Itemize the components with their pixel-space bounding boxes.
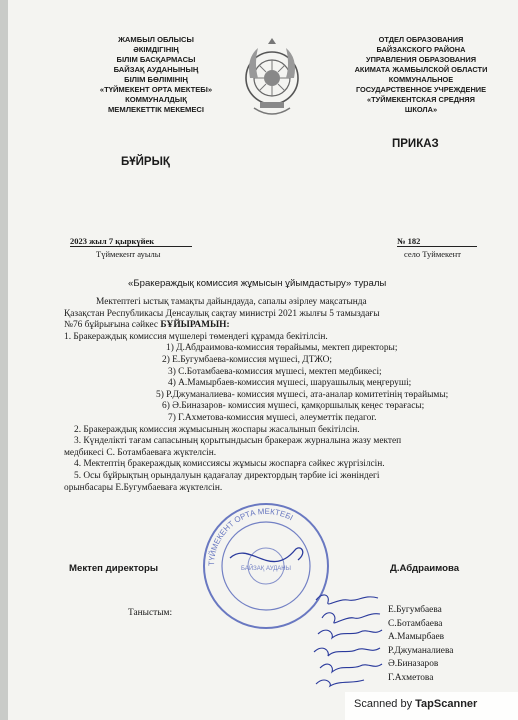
- acquainted-name: Г.Ахметова: [388, 672, 434, 683]
- order-date: 2023 жыл 7 қыркүйек: [70, 236, 192, 247]
- header-line: ГОСУДАРСТВЕННОЕ УЧРЕЖДЕНИЕ: [355, 85, 487, 94]
- acquainted-name: Ә.Биназаров: [388, 659, 439, 669]
- preamble-text: №76 бұйрығына сәйкес: [64, 320, 161, 331]
- place-russian: село Туймекент: [404, 249, 461, 259]
- header-line: ЖАМБЫЛ ОБЛЫСЫ: [118, 35, 194, 44]
- svg-text:ТҮЙМЕКЕНТ ОРТА МЕКТЕБІ: ТҮЙМЕКЕНТ ОРТА МЕКТЕБІ: [206, 506, 295, 567]
- acquainted-name: А.Мамырбаев: [388, 632, 445, 642]
- member-item: 2) Е.Бугумбаева-комиссия мүшесі, ДТЖО;: [162, 354, 332, 365]
- document-title: «Бракераждық комиссия жұмысын ұйымдастыру» туралы: [128, 278, 387, 289]
- preamble-line: Қазақстан Республикасы Денсаулық сақтау министрі 2021 жылғы 5 тамыздағы: [64, 308, 380, 319]
- header-left-kazakh: [66, 35, 246, 115]
- member-item: 4) А.Мамырбаев-комиссия мүшесі, шаруашылық меңгеруші;: [168, 378, 412, 389]
- item-5-line: 5. Осы бұйрықтың орындалуын қадағалау директордың тәрбие ісі жөніндегі: [74, 470, 380, 481]
- director-name: Д.Абдраимова: [390, 563, 460, 574]
- order-number: № 182: [397, 236, 477, 247]
- header-line: ШКОЛА»: [404, 105, 438, 114]
- acquainted-name: Р.Джуманалиева: [388, 645, 454, 656]
- document-body: [64, 297, 504, 494]
- header-line: «ТҮЙМЕКЕНТ ОРТА МЕКТЕБІ»: [99, 85, 213, 94]
- item-3-line: 3. Күнделікті тағам сапасының қорытындысын бракераж журналына жазу мектеп: [74, 436, 402, 447]
- header-right-russian: [326, 35, 516, 115]
- acquainted-name: Е.Бугумбаева: [388, 605, 442, 615]
- header-line: ОТДЕЛ ОБРАЗОВАНИЯ: [378, 35, 464, 44]
- header-line: АКИМАТА ЖАМБЫЛСКОЙ ОБЛАСТИ: [354, 65, 488, 74]
- member-item: 7) Г.Ахметова-комиссия мүшесі, әлеуметтік педагог.: [168, 412, 377, 423]
- item-5-line: орынбасары Е.Бугумбаеваға жүктелсін.: [64, 482, 223, 493]
- item-2: 2. Бракераждық комиссия жұмысының жоспары жасалынып бекітілсін.: [74, 424, 360, 435]
- acquainted-names: [388, 604, 453, 685]
- member-item: 1) Д.Абдраимова-комиссия төрайымы, мектеп директоры;: [166, 343, 398, 354]
- member-item: 3) С.Ботамбаева-комиссия мүшесі, мектеп медбикесі;: [168, 366, 382, 377]
- acquainted-label: Таныстым:: [128, 608, 173, 618]
- header-line: ӘКІМДІГІНІҢ: [133, 45, 179, 54]
- scanner-brand: TapScanner: [415, 698, 478, 710]
- preamble-line: Мектептегі ыстық тамақты дайындауда, сапалы әзірлеу мақсатында: [96, 297, 367, 307]
- state-emblem-icon: [244, 38, 300, 124]
- acquainted-name: С.Ботамбаева: [388, 618, 443, 629]
- preamble-line: [64, 320, 504, 332]
- order-title-kazakh: БҰЙРЫҚ: [121, 156, 170, 168]
- member-item: 5) Р.Джуманалиева- комиссия мүшесі, ата-аналар комитетінің төрайымы;: [156, 389, 449, 400]
- director-title: Мектеп директоры: [69, 563, 159, 574]
- handwritten-signatures: [308, 590, 386, 690]
- place-kazakh: Түймекент ауылы: [96, 249, 161, 259]
- header-line: КОММУНАЛЬНОЕ: [388, 75, 454, 84]
- header-line: БАЙЗАКСКОГО РАЙОНА: [376, 45, 466, 54]
- header-line: «ТУЙМЕКЕНТСКАЯ СРЕДНЯЯ: [367, 95, 475, 104]
- header-line: КОММУНАЛДЫҚ: [125, 95, 187, 104]
- scanner-watermark: [354, 698, 477, 710]
- header-line: БІЛІМ БАСҚАРМАСЫ: [116, 55, 196, 64]
- header-line: УПРАВЛЕНИЯ ОБРАЗОВАНИЯ: [365, 55, 477, 64]
- member-item: 6) Ә.Биназаров- комиссия мүшесі, қамқоршылық кеңес төрағасы;: [162, 401, 425, 412]
- order-title-russian: ПРИКАЗ: [392, 138, 439, 150]
- item-4: 4. Мектептің бракераждық комиссиясы жұмысы жоспарға сәйкес жүргізілсін.: [74, 459, 385, 470]
- svg-text:БАЙЗАҚ АУДАНЫ: БАЙЗАҚ АУДАНЫ: [241, 566, 291, 572]
- scanner-prefix: Scanned by: [354, 698, 416, 710]
- document-page: [8, 0, 518, 720]
- header-line: МЕМЛЕКЕТТІК МЕКЕМЕСІ: [107, 105, 205, 114]
- item-3-line: медбикесі С. Ботамбаеваға жүктелсін.: [64, 447, 217, 458]
- preamble: [64, 297, 504, 332]
- header-line: БІЛІМ БӨЛІМІНІҢ: [124, 75, 188, 84]
- order-word: БҰЙЫРАМЫН:: [160, 320, 230, 331]
- header-line: БАЙЗАҚ АУДАНЫНЫҢ: [113, 65, 199, 74]
- item-1: 1. Бракераждық комиссия мүшелері төмендегі құрамда бекітілсін.: [64, 331, 328, 342]
